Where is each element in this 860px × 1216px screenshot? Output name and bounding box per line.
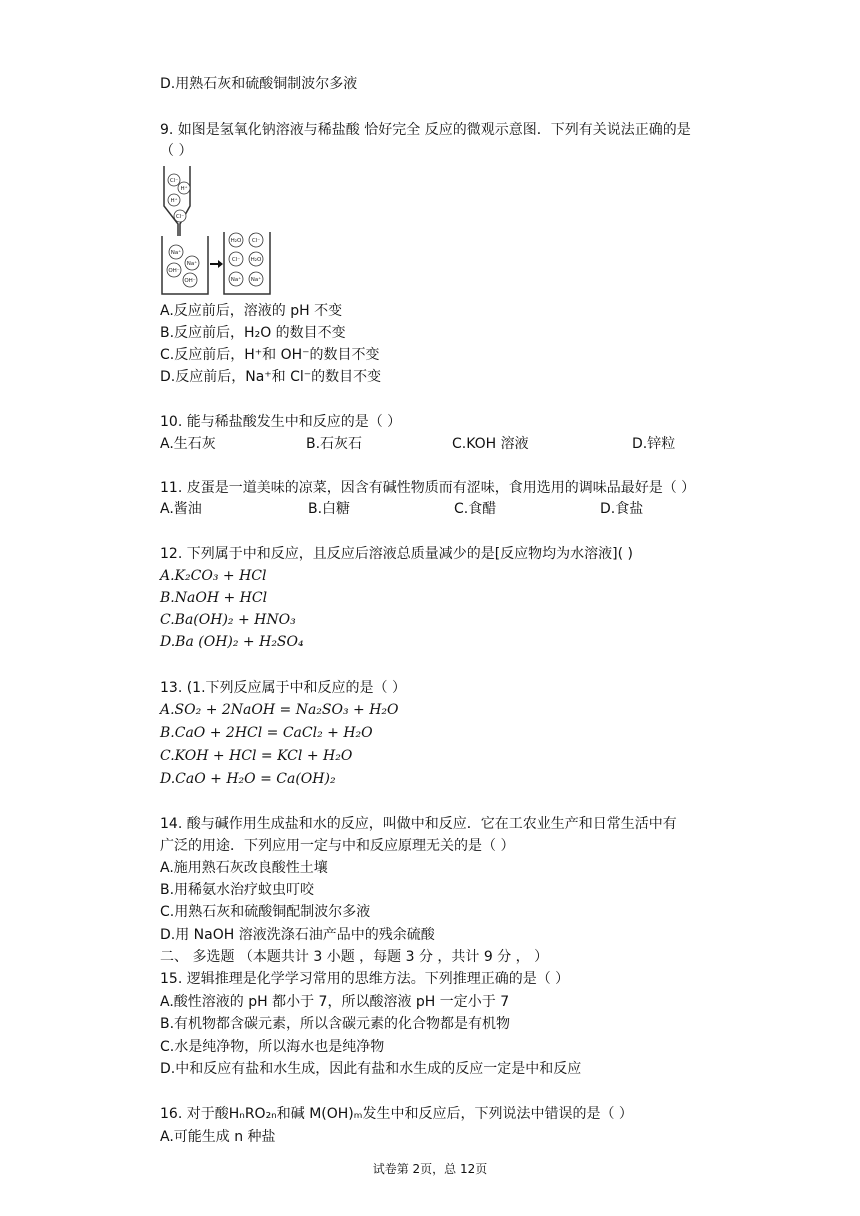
ion-label: H₂O xyxy=(250,257,262,263)
q15-option-c: C.水是纯净物，所以海水也是纯净物 xyxy=(160,1039,385,1055)
q13-option-a: A.SO₂ + 2NaOH = Na₂SO₃ + H₂O xyxy=(160,702,399,718)
q11-stem: 11. 皮蛋是一道美味的凉菜，因含有碱性物质而有涩味，食用选用的调味品最好是（ ） xyxy=(160,480,696,496)
q10-option-a: A.生石灰 xyxy=(160,436,216,452)
q14-option-c: C.用熟石灰和硫酸铜配制波尔多液 xyxy=(160,904,371,920)
q9-option-d: D.反应前后，Na⁺和 Cl⁻的数目不变 xyxy=(160,369,382,385)
q13-option-c: C.KOH + HCl = KCl + H₂O xyxy=(160,748,353,764)
ion-label: H⁺ xyxy=(180,186,188,192)
ion-label: Na⁺ xyxy=(250,277,262,283)
q10-option-c: C.KOH 溶液 xyxy=(452,436,529,452)
q9-option-c: C.反应前后，H⁺和 OH⁻的数目不变 xyxy=(160,347,380,363)
ion-label: Cl⁻ xyxy=(175,214,185,220)
q9-option-a: A.反应前后，溶液的 pH 不变 xyxy=(160,303,343,319)
q12-option-c: C.Ba(OH)₂ + HNO₃ xyxy=(160,612,296,628)
ion-label: Cl⁻ xyxy=(231,257,241,263)
q11-option-a: A.酱油 xyxy=(160,501,202,517)
q15-stem: 15. 逻辑推理是化学学习常用的思维方法。下列推理正确的是（ ） xyxy=(160,971,570,987)
q14-stem-line1: 14. 酸与碱作用生成盐和水的反应，叫做中和反应．它在工农业生产和日常生活中有 xyxy=(160,816,677,832)
q10-stem: 10. 能与稀盐酸发生中和反应的是（ ） xyxy=(160,414,402,430)
ion-label: Na⁺ xyxy=(230,277,242,283)
q14-option-a: A.施用熟石灰改良酸性土壤 xyxy=(160,860,328,876)
ion-label: Cl⁻ xyxy=(251,238,261,244)
q13-stem: 13. (1.下列反应属于中和反应的是（ ） xyxy=(160,680,406,696)
q9-stem: 9. 如图是氢氧化钠溶液与稀盐酸 恰好完全 反应的微观示意图．下列有关说法正确的是 xyxy=(160,122,691,138)
q12-option-d: D.Ba (OH)₂ + H₂SO₄ xyxy=(160,634,304,650)
q16-option-a: A.可能生成 n 种盐 xyxy=(160,1129,276,1145)
q12-stem: 12. 下列属于中和反应，且反应后溶液总质量减少的是[反应物均为水溶液]( ) xyxy=(160,546,634,562)
q8-option-d: D.用熟石灰和硫酸铜制波尔多液 xyxy=(160,76,358,92)
q9-option-b: B.反应前后，H₂O 的数目不变 xyxy=(160,325,346,341)
ion-label: H₂O xyxy=(230,238,242,244)
section-heading: 二、 多选题 （本题共计 3 小题 ，每题 3 分 ，共计 9 分 ， ） xyxy=(160,949,549,965)
q12-option-b: B.NaOH + HCl xyxy=(160,590,268,606)
ion-label: OH⁻ xyxy=(168,268,180,274)
q14-option-b: B.用稀氨水治疗蚊虫叮咬 xyxy=(160,882,315,898)
ion-label: OH⁻ xyxy=(184,278,196,284)
q12-option-a: A.K₂CO₃ + HCl xyxy=(160,568,267,584)
q15-option-d: D.中和反应有盐和水生成，因此有盐和水生成的反应一定是中和反应 xyxy=(160,1061,582,1077)
ion-label: Na⁺ xyxy=(170,250,182,256)
q14-option-d: D.用 NaOH 溶液洗涤石油产品中的残余硫酸 xyxy=(160,927,435,943)
q11-option-b: B.白糖 xyxy=(308,501,351,517)
ion-label: Na⁺ xyxy=(186,261,198,267)
q11-option-d: D.食盐 xyxy=(600,501,644,517)
page-footer: 试卷第 2页，总 12页 xyxy=(372,1162,488,1176)
q15-option-a: A.酸性溶液的 pH 都小于 7，所以酸溶液 pH 一定小于 7 xyxy=(160,994,510,1010)
q10-option-b: B.石灰石 xyxy=(306,436,363,452)
q16-stem: 16. 对于酸HₙRO₂ₙ和碱 M(OH)ₘ发生中和反应后，下列说法中错误的是（ ） xyxy=(160,1106,633,1122)
q14-stem-line2: 广泛的用途．下列应用一定与中和反应原理无关的是（ ） xyxy=(160,838,515,854)
q13-option-b: B.CaO + 2HCl = CaCl₂ + H₂O xyxy=(160,725,373,741)
ion-label: H⁺ xyxy=(170,198,178,204)
q10-option-d: D.锌粒 xyxy=(632,436,676,452)
q13-option-d: D.CaO + H₂O = Ca(OH)₂ xyxy=(160,771,336,787)
q11-option-c: C.食醋 xyxy=(454,501,497,517)
ion-label: Cl⁻ xyxy=(169,178,179,184)
q15-option-b: B.有机物都含碳元素，所以含碳元素的化合物都是有机物 xyxy=(160,1016,511,1032)
q9-blank: （ ） xyxy=(160,143,193,159)
neutralization-diagram xyxy=(160,166,275,296)
